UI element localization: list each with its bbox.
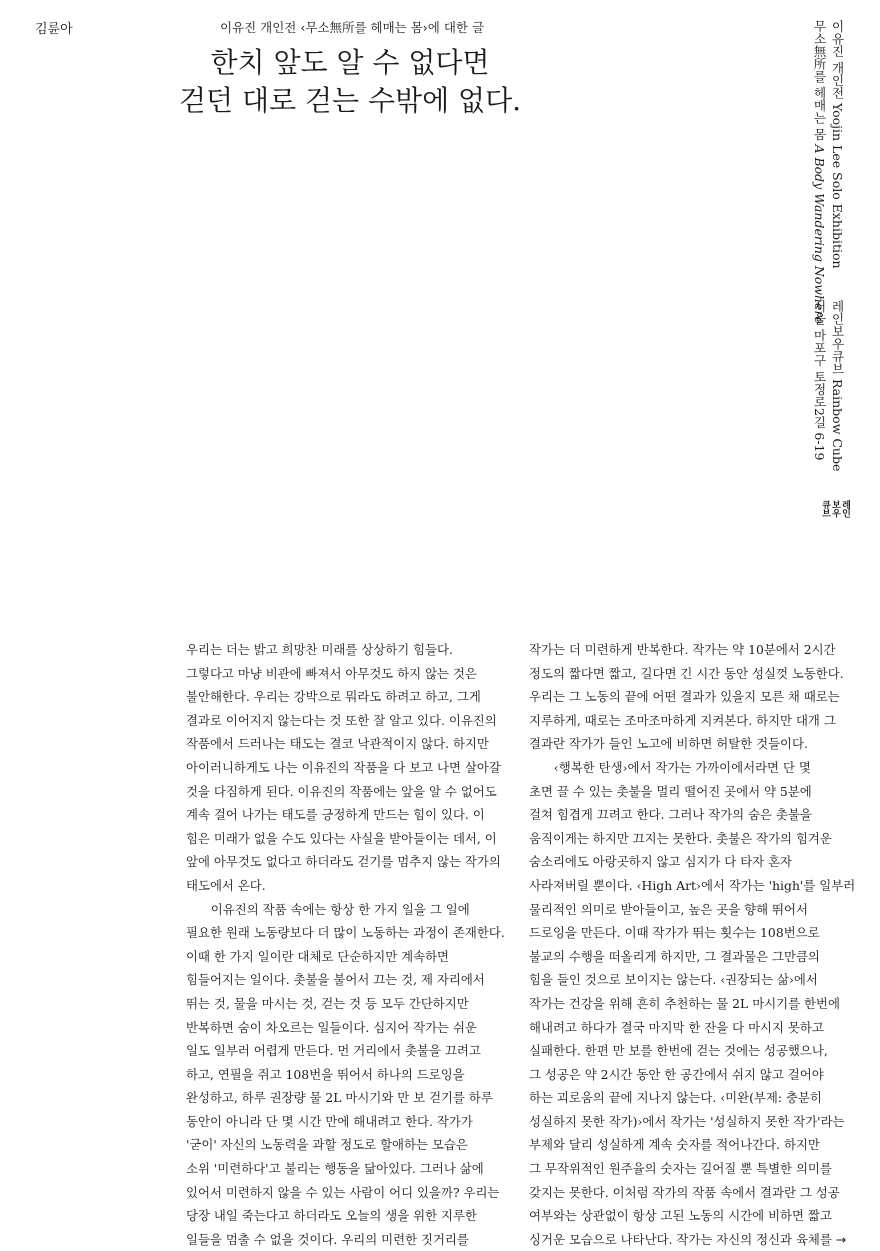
text-line: 그 성공은 약 2시간 동안 한 공간에서 쉬지 않고 걸어야 [529,1066,824,1082]
rainbow-cube-logo [820,500,850,517]
text-line: 태도에서 온다. [186,877,266,893]
text-line: 이때 한 가지 일이란 대체로 단순하지만 계속하면 [186,948,450,964]
author-name: 김륜아 [35,22,73,37]
venue-address: 서울 마포구 토정로2길 6-19 [812,300,827,461]
text-line: 우리는 더는 밝고 희망찬 미래를 상상하기 힘들다. [186,642,453,657]
text-line: 물리적인 의미로 받아들이고, 높은 곳을 향해 뛰어서 [529,901,808,917]
text-line: 그 무작위적인 원주율의 숫자는 길어질 뿐 특별한 의미를 [529,1161,832,1177]
text-line: 작가는 건강을 위해 흔히 추천하는 물 2L 마시기를 한번에 [529,995,840,1011]
text-line: 하고, 연필을 쥐고 108번을 뛰어서 하나의 드로잉을 [186,1066,465,1082]
text-line: 사라져버릴 뿐이다. ‹High Art›에서 작가는 'high'를 일부러 [529,877,856,893]
text-line: 작가는 더 미련하게 반복한다. 작가는 약 10분에서 2시간 [529,642,836,657]
text-line: 불안해한다. 우리는 강박으로 뭐라도 하려고 하고, 그게 [186,689,481,705]
text-line: 우리는 그 노동의 끝에 어떤 결과가 있을지 모른 채 때로는 [529,689,840,705]
text-line: 숨소리에도 아랑곳하지 않고 심지가 다 타자 혼자 [529,854,793,870]
text-line: 걸쳐 힘겹게 끄려고 한다. 그러나 작가의 숨은 촛불을 [529,807,812,823]
text-line: 정도의 짧다면 짧고, 길다면 긴 시간 동안 성실껏 노동한다. [529,665,844,681]
text-line: 힘은 미래가 없을 수도 있다는 사실을 받아들이는 데서, 이 [186,830,497,846]
text-line: 있어서 미련하지 않을 수 있는 사람이 어디 있을까? 우리는 [186,1184,500,1200]
headline [155,44,545,120]
text-line: 일도 일부러 어렵게 만든다. 먼 거리에서 촛불을 끄려고 [186,1043,481,1059]
text-line: 뛰는 것, 물을 마시는 것, 걷는 것 등 모두 간단하지만 [186,995,469,1011]
text-line: 힘들어지는 일이다. 촛불을 불어서 끄는 것, 제 자리에서 [186,972,485,988]
text-line: 완성하고, 하루 권장량 물 2L 마시기와 만 보 걷기를 하루 [186,1090,493,1106]
exhibition-title-en: A Body Wandering Nowhere [812,144,827,324]
essay-column-1 [186,638,511,1251]
text-line: 작품에서 드러나는 태도는 결코 낙관적이지 않다. 하지만 [186,736,489,752]
text-line: ‹행복한 탄생›에서 작가는 가까이에서라면 단 몇 [553,759,811,775]
text-line: 반복하면 숨이 차오르는 일들이다. 심지어 작가는 쉬운 [186,1019,477,1035]
text-line: 앞에 아무것도 없다고 하더라도 걷기를 멈추지 않는 작가의 [186,854,501,870]
text-line: 아이러니하게도 나는 이유진의 작품을 다 보고 나면 살아갈 [186,759,501,775]
text-line: 것을 다짐하게 된다. 이유진의 작품에는 앞을 알 수 없어도 [186,783,497,799]
text-line: 당장 내일 죽는다고 하더라도 오늘의 생을 위한 지루한 [186,1208,477,1224]
logo-line: 큐브 [820,500,830,517]
text-line: 여부와는 상관없이 항상 고된 노동의 시간에 비하면 짧고 [529,1208,832,1224]
venue-name: 레인보우큐브 Rainbow Cube [830,300,845,472]
text-line: 드로잉을 만든다. 이때 작가가 뛰는 횟수는 108번으로 [529,925,820,941]
text-line: 불교의 수행을 떠올리게 하지만, 그 결과물은 그만큼의 [529,948,820,964]
text-line: 지루하게, 때로는 조마조마하게 지켜본다. 하지만 대개 그 [529,712,836,728]
text-line: 부제와 달리 성실하게 계속 숫자를 적어나간다. 하지만 [529,1137,820,1153]
exhibition-name: 이유진 개인전 Yoojin Lee Solo Exhibition [830,20,845,269]
text-line: 하는 괴로움의 끝에 지나지 않는다. ‹미완(부제: 충분히 [529,1090,822,1106]
text-line: 계속 걸어 나가는 태도를 긍정하게 만드는 힘이 있다. 이 [186,807,485,823]
text-line: 갖지는 못한다. 이처럼 작가의 작품 속에서 결과란 그 성공 [529,1184,840,1200]
essay-subtitle: 이유진 개인전 ‹무소無所를 헤매는 몸›에 대한 글 [219,20,485,35]
text-line: 움직이게는 하지만 끄지는 못한다. 촛불은 작가의 힘겨운 [529,830,832,846]
headline-line-1: 한치 앞도 알 수 없다면 [210,46,490,79]
text-line: 해내려고 하다가 결국 마지막 한 잔을 다 마시지 못하고 [529,1019,824,1035]
text-line: 결과란 작가가 들인 노고에 비하면 허탈한 것들이다. [529,736,808,752]
text-line: 초면 끌 수 있는 촛불을 멀리 떨어진 곳에서 약 5분에 [529,783,812,799]
logo-line: 보우 [830,500,840,517]
exhibition-title-ko: 무소無所를 헤매는 몸 [812,20,827,141]
text-line: 그렇다고 마냥 비관에 빠져서 아무것도 하지 않는 것은 [186,665,477,681]
text-line: 일들을 멈출 수 없을 것이다. 우리의 미련한 짓거리를 [186,1231,469,1247]
logo-line: 레인 [840,500,850,517]
text-line: '굳이' 자신의 노동력을 과할 정도로 할애하는 모습은 [186,1137,468,1153]
text-line: 결과로 이어지지 않는다는 것 또한 잘 알고 있다. 이유진의 [186,712,497,728]
text-line: 필요한 원래 노동량보다 더 많이 노동하는 과정이 존재한다. [186,925,505,941]
text-line: 성실하지 못한 작가)›에서 작가는 '성실하지 못한 작가'라는 [529,1113,845,1129]
essay-column-2 [529,638,854,1251]
text-line: 실패한다. 한편 만 보를 한번에 걷는 것에는 성공했으나, [529,1043,828,1059]
text-line: 싱거운 모습으로 나타난다. 작가는 자신의 정신과 육체를 → [529,1231,847,1247]
headline-line-2: 걷던 대로 걷는 수밖에 없다. [178,84,522,117]
continue-arrow-icon: → [831,1231,847,1247]
text-line: 동안이 아니라 단 몇 시간 만에 해내려고 한다. 작가가 [186,1113,473,1129]
text-line: 힘을 들인 것으로 보이지는 않는다. ‹권장되는 삶›에서 [529,972,818,988]
exhibition-info [810,20,846,324]
text-line: 이유진의 작품 속에는 항상 한 가지 일을 그 일에 [210,901,470,917]
exhibition-title [810,20,828,324]
venue-info [810,300,846,471]
text-line: 소위 '미련하다'고 불리는 행동을 닮아있다. 그러나 삶에 [186,1161,484,1177]
